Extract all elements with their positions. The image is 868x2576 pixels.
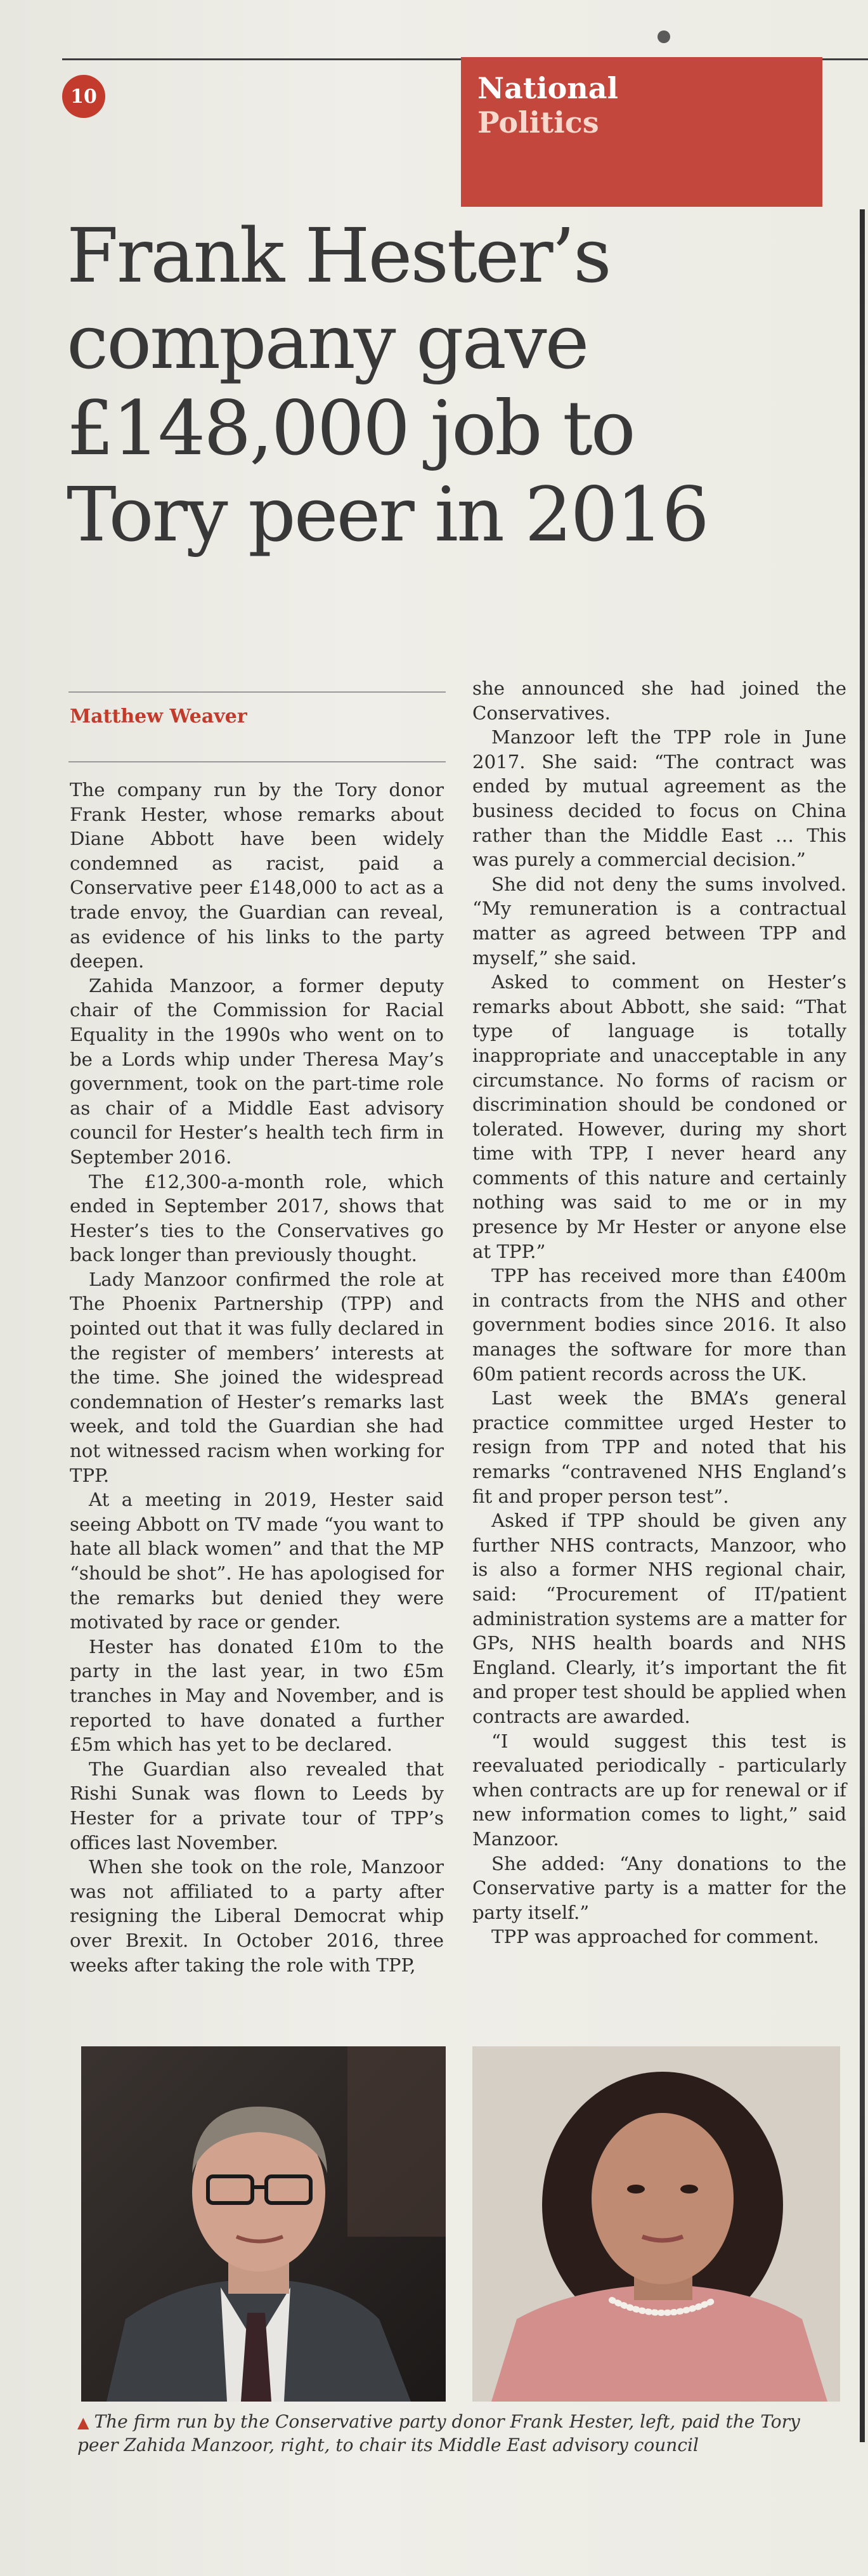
paragraph: TPP has received more than £400m in contracts from the NHS and other government bodies since 2016. It also manages the software for more than 60m patient records across the UK. — [472, 1265, 846, 1385]
paragraph: Hester has donated £10m to the party in the last year, in two £5m tranches in May and November, and is reported to have donated a further £5m which has yet to be declared. — [70, 1635, 444, 1756]
section-line-2: Politics — [477, 105, 599, 140]
paragraph: she announced she had joined the Conservatives. — [472, 677, 846, 724]
page-gutter-edge — [860, 209, 865, 2442]
paragraph: TPP was approached for comment. — [491, 1926, 819, 1948]
paragraph: The Guardian also revealed that Rishi Sunak was flown to Leeds by Hester for a private tour of TPP’s offices last November. — [70, 1758, 444, 1854]
headline: Frank Hester’s company gave £148,000 job to Tory peer in 2016 — [67, 212, 708, 558]
byline: Matthew Weaver — [70, 705, 247, 728]
paragraph: Last week the BMA’s general practice committee urged Hester to resign from TPP and noted that his remarks “contravened NHS England’s fit and proper person test”. — [472, 1387, 846, 1507]
paragraph: Asked if TPP should be given any further NHS contracts, Manzoor, who is also a former NHS regional chair, said: “Procurement of IT/patient administration systems are a matter for GPs, NHS health boards and NHS England. Clearly, it’s important the fit and proper test should be applied when contracts are awarded. — [472, 1510, 846, 1727]
paragraph: When she took on the role, Manzoor was not affiliated to a party after resigning the Liberal Democrat whip over Brexit. In October 2016, three weeks after taking the role with TPP, — [70, 1856, 444, 1976]
paragraph: The company run by the Tory donor Frank Hester, whose remarks about Diane Abbott have been widely condemned as racist, paid a Conservative peer £148,000 to act as a trade envoy, the Guardian can reveal, as evidence of his links to the party deepen. — [70, 779, 444, 972]
section-label — [461, 57, 822, 207]
paragraph: “I would suggest this test is reevaluated periodically - particularly when contracts are up for renewal or if new information comes to light,” said Manzoor. — [472, 1730, 846, 1850]
section-line-1: National — [477, 71, 618, 105]
page-number-badge: 10 — [62, 75, 105, 118]
caption-text: The firm run by the Conservative party donor Frank Hester, left, paid the Tory peer Zahida Manzoor, right, to chair its Middle East advisory council — [77, 2411, 800, 2455]
article-column-1 — [70, 778, 444, 1977]
article-column-2 — [472, 676, 846, 1949]
paragraph: Lady Manzoor confirmed the role at The Phoenix Partnership (TPP) and pointed out that it was fully declared in the register of members’ interests at the time. She joined the widespread condemnation of Hester’s remarks last week, and told the Guardian she had not witnessed racism when working for TPP. — [70, 1268, 444, 1486]
paragraph: She did not deny the sums involved. “My remuneration is a contractual matter as agreed between TPP and myself,” she said. — [472, 873, 846, 969]
fold-mark — [657, 30, 670, 43]
photo-zahida-manzoor — [472, 2046, 840, 2402]
paragraph: At a meeting in 2019, Hester said seeing Abbott on TV made “you want to hate all black women” and that the MP “should be shot”. He has apologised for the remarks but denied they were motivated by race or gender. — [70, 1489, 444, 1633]
paragraph: Asked to comment on Hester’s remarks about Abbott, she said: “That type of language is totally inappropriate and unacceptable in any circumstance. No forms of racism or discrimination should be condoned or tolerated. However, during my short time with TPP, I never heard any comments of this nature and certainly nothing was said to me or in my presence by Mr Hester or anyone else at TPP.” — [472, 971, 846, 1262]
photo-caption — [77, 2410, 845, 2457]
paragraph: Manzoor left the TPP role in June 2017. She said: “The contract was ended by mutual agreement as the business decided to focus on China rather than the Middle East … This was purely a commercial decision.” — [472, 726, 846, 871]
caption-triangle-icon: ▲ — [77, 2414, 89, 2431]
paragraph: Zahida Manzoor, a former deputy chair of the Commission for Racial Equality in the 1990s who went on to be a Lords whip under Theresa May’s government, took on the part-time role as chair of a Middle East advisory council for Hester’s health tech firm in September 2016. — [70, 974, 444, 1168]
photo-frank-hester — [81, 2046, 446, 2402]
byline-rule-top — [68, 691, 446, 693]
byline-rule-bottom — [68, 761, 446, 762]
paragraph: The £12,300-a-month role, which ended in September 2017, shows that Hester’s ties to the Conservatives go back longer than previously thought. — [70, 1170, 444, 1266]
paragraph: She added: “Any donations to the Conservative party is a matter for the party itself.” — [472, 1852, 846, 1923]
